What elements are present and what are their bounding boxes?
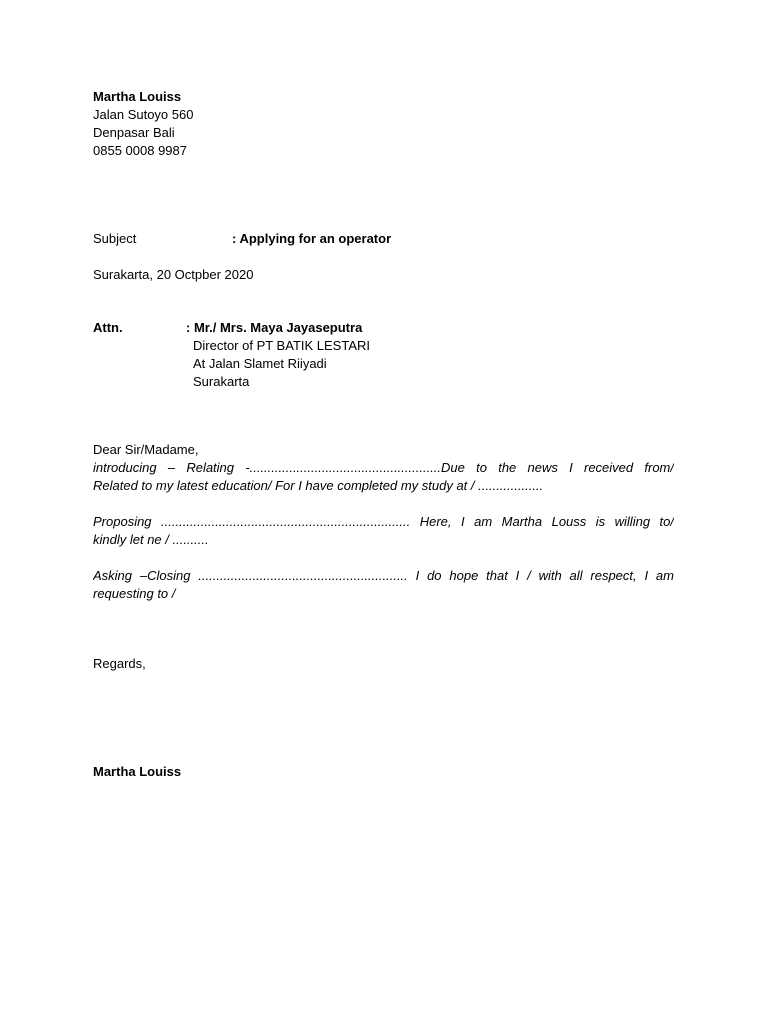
proposing-line-1: Proposing ..................................................................... Here, I am Martha Louss is willing to/ [93, 514, 674, 529]
asking-paragraph [93, 567, 674, 603]
sender-name: Martha Louiss [93, 89, 182, 104]
asking-line-2: requesting to / [93, 586, 176, 601]
intro-line-2: Related to my latest education/ For I have completed my study at / .................. [93, 478, 544, 493]
subject-label: Subject [93, 231, 137, 246]
salutation: Dear Sir/Madame, [93, 442, 199, 457]
attn-city: Surakarta [193, 374, 250, 389]
subject-value: : Applying for an operator [232, 231, 392, 246]
proposing-line-2: kindly let ne / .......... [93, 532, 209, 547]
closing: Regards, [93, 656, 146, 671]
attn-title: Director of PT BATIK LESTARI [193, 338, 370, 353]
sender-address-line2: Denpasar Bali [93, 125, 175, 140]
sender-phone: 0855 0008 9987 [93, 143, 187, 158]
attn-label: Attn. [93, 320, 123, 335]
date-line: Surakarta, 20 Octpber 2020 [93, 267, 254, 282]
attn-address: At Jalan Slamet Riiyadi [193, 356, 327, 371]
intro-line-1: introducing – Relating -.....................................................Due to the news I received from/ [93, 460, 674, 475]
proposing-paragraph [93, 513, 674, 549]
attn-name: : Mr./ Mrs. Maya Jayaseputra [186, 320, 363, 335]
signature-name: Martha Louiss [93, 764, 182, 779]
sender-address-line1: Jalan Sutoyo 560 [93, 107, 194, 122]
asking-line-1: Asking –Closing .......................................................... I do hope that I / with all respect, I am [93, 568, 674, 583]
intro-paragraph [93, 459, 674, 495]
